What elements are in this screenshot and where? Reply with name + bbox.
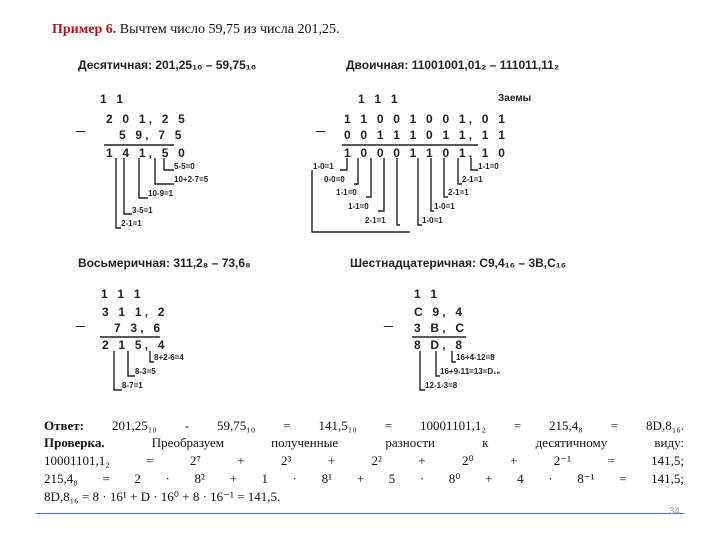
decimal-result: 1 4 1, 5 0 bbox=[106, 146, 189, 160]
page-number: 34 bbox=[668, 506, 680, 517]
binary-note-left: 1-1=0 bbox=[348, 202, 369, 211]
hex-minuend: C 9, 4 bbox=[414, 305, 466, 319]
binary-minuend: 1 1 0 0 1 0 0 1, 0 1 bbox=[344, 112, 509, 126]
octal-note: 8-3=5 bbox=[135, 367, 156, 376]
hex-note: 12-1-3=8 bbox=[425, 381, 458, 390]
binary-note-left: 2-1=1 bbox=[365, 216, 386, 225]
decimal-minus-sign: _ bbox=[76, 116, 85, 133]
answer-text: 201,25₁₀ - 59,75₁₀ = 141,5₁₀ = 10001101,1₂ = 215,4₈ = 8D,8₁₆. bbox=[111, 418, 685, 433]
example-label: Пример 6. bbox=[52, 22, 117, 37]
decimal-note: 10-9=1 bbox=[148, 189, 174, 198]
binary-note-right: 1-0=1 bbox=[434, 202, 455, 211]
octal-minuend: 3 1 1, 2 bbox=[102, 305, 168, 319]
binary-note-right: 2-1=1 bbox=[448, 188, 469, 197]
hex-minus-sign: _ bbox=[384, 311, 393, 328]
hex-borrow: 1 1 bbox=[414, 287, 441, 301]
answer-line bbox=[44, 418, 684, 433]
hex-check-line: 8D,8₁₆ = 8 · 16¹ + D · 16⁰ + 8 · 16⁻¹ = 141,5. bbox=[44, 489, 281, 504]
decimal-note: 10+2-7=5 bbox=[174, 175, 209, 184]
binary-result: 1 0 0 0 1 1 0 1, 1 0 bbox=[344, 146, 509, 160]
hex-result: 8 D, 8 bbox=[414, 338, 466, 352]
octal-note: 8-7=1 bbox=[122, 381, 143, 390]
binary-note-right: 2-1=1 bbox=[462, 175, 483, 184]
hex-subtrahend: 3 B, C bbox=[414, 321, 468, 335]
decimal-minuend: 2 0 1, 2 5 bbox=[106, 112, 189, 126]
decimal-note: 2-1=1 bbox=[121, 219, 142, 228]
check-line bbox=[44, 435, 684, 450]
check-text: Преобразуем полученные разности к десятичному виду: bbox=[151, 435, 685, 450]
binary-minus-sign: _ bbox=[316, 116, 325, 133]
binary-borrow-label: Заемы bbox=[498, 93, 532, 104]
octal-check-line: 215,4₈ = 2 · 8² + 1 · 8¹ + 5 · 8⁰ + 4 · 8⁻¹ = 141,5; bbox=[44, 471, 684, 486]
hex-title: Шестнадцатеричная: C9,4₁₆ – 3B,C₁₆ bbox=[350, 256, 567, 270]
binary-note-left: 0-0=0 bbox=[324, 175, 345, 184]
binary-check-line: 10001101,1₂ = 2⁷ + 2³ + 2² + 2⁰ + 2⁻¹ = 141,5; bbox=[44, 453, 684, 468]
binary-borrow: 1 1 1 bbox=[358, 92, 401, 106]
binary-note-right: 1-0=1 bbox=[422, 216, 443, 225]
binary-title: Двоичная: 11001001,01₂ – 111011,11₂ bbox=[346, 58, 560, 72]
decimal-note: 5-5=0 bbox=[174, 162, 195, 171]
check-label: Проверка. bbox=[44, 435, 105, 450]
octal-minus-sign: _ bbox=[76, 311, 85, 328]
decimal-note: 3-5=1 bbox=[132, 206, 153, 215]
decimal-subtrahend: 5 9, 7 5 bbox=[119, 128, 185, 142]
octal-borrow: 1 1 1 bbox=[101, 287, 144, 301]
octal-title: Восьмеричная: 311,2₈ – 73,6₈ bbox=[78, 256, 251, 270]
footer-rule bbox=[36, 513, 684, 514]
hex-note: 16+4-12=8 bbox=[456, 353, 495, 362]
binary-subtrahend: 0 0 1 1 1 0 1 1, 1 1 bbox=[344, 128, 509, 142]
decimal-title: Десятичная: 201,25₁₀ – 59,75₁₀ bbox=[78, 58, 257, 72]
binary-note-right: 1-1=0 bbox=[478, 162, 499, 171]
decimal-borrow: 1 1 bbox=[100, 92, 127, 106]
binary-note-left: 1-1=0 bbox=[336, 188, 357, 197]
binary-note-left: 1-0=1 bbox=[313, 162, 334, 171]
hex-note: 16+9-11=13=D₁₆ bbox=[440, 367, 501, 376]
answer-label: Ответ: bbox=[44, 418, 85, 433]
octal-subtrahend: 7 3, 6 bbox=[114, 321, 164, 335]
octal-result: 2 1 5, 4 bbox=[102, 338, 168, 352]
octal-note: 8+2-6=4 bbox=[154, 353, 184, 362]
example-text: Вычтем число 59,75 из числа 201,25. bbox=[119, 22, 340, 37]
